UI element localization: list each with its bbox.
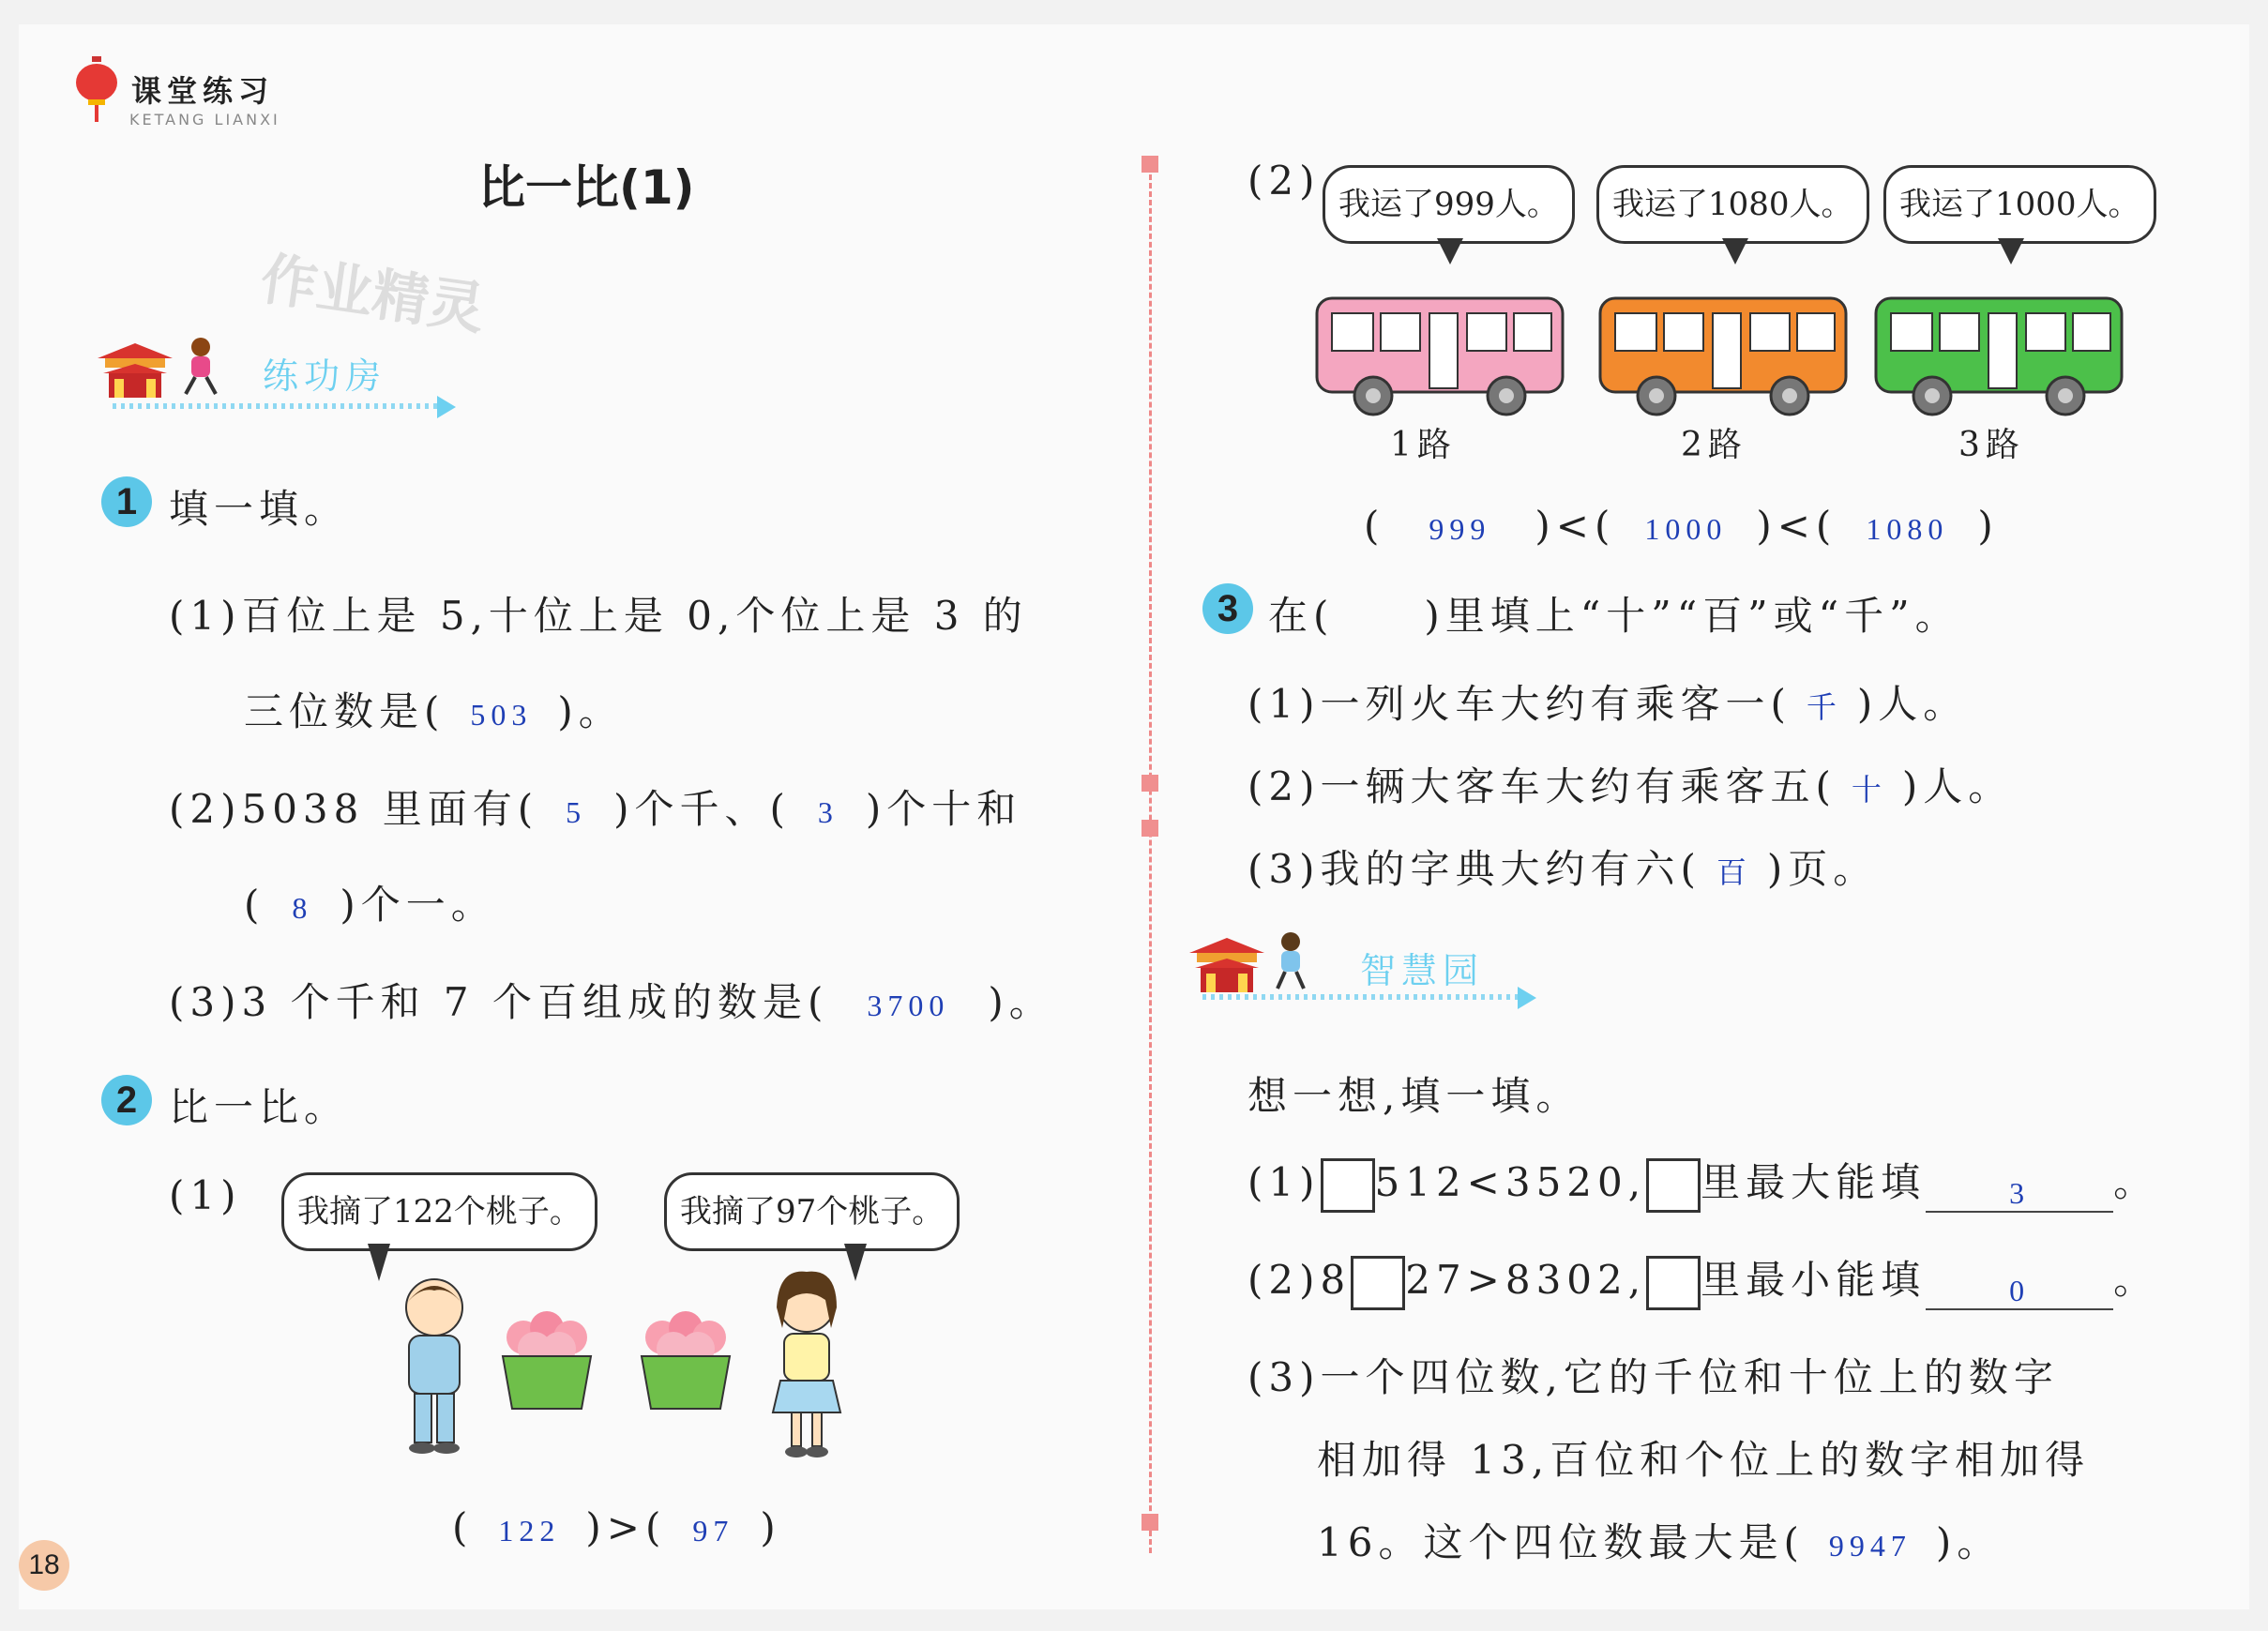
wisdom-part2-label: (2)8 xyxy=(1247,1257,1352,1303)
pavilion-icon xyxy=(1189,934,1264,1000)
bubble-tail-icon xyxy=(1998,238,2024,264)
digit-box[interactable] xyxy=(1321,1158,1375,1213)
q1-part2-mid2: )个十和 xyxy=(865,786,1022,832)
bus-2-icon xyxy=(1596,289,1850,420)
q3-part2 xyxy=(1247,756,2013,812)
section-practice-title: 练功房 xyxy=(263,355,387,397)
lantern-icon xyxy=(75,56,118,122)
q1-part2-line2-suffix: )个一。 xyxy=(340,882,496,928)
bus3-speech-bubble: 我运了1000人。 xyxy=(1883,165,2156,244)
divider-marker xyxy=(1142,156,1158,173)
q3-part3 xyxy=(1247,838,1878,895)
q1-part2-prefix: (2)5038 里面有( xyxy=(169,786,539,832)
q1-number-badge: 1 xyxy=(101,476,152,527)
wisdom-part1-end: 。 xyxy=(2113,1159,2159,1205)
peach-basket-icon xyxy=(634,1300,737,1412)
kid-dancer-icon xyxy=(1266,930,1315,990)
wisdom-part2-inequality: 27>8302, xyxy=(1405,1257,1647,1303)
digit-box[interactable] xyxy=(1646,1158,1701,1213)
bus-1-icon xyxy=(1313,289,1566,420)
header-title: 课堂练习 xyxy=(131,73,275,109)
q1-part1-answer[interactable]: 503 xyxy=(470,698,533,732)
q3-part1-answer[interactable]: 千 xyxy=(1806,690,1842,724)
wisdom-part2-question: 里最小能填 xyxy=(1701,1257,1927,1303)
q1-title: 填一填。 xyxy=(169,486,350,532)
cmp1-close: ) xyxy=(760,1504,781,1550)
q1-part2-line2-prefix: ( xyxy=(244,882,265,928)
boy-speech-bubble: 我摘了122个桃子。 xyxy=(281,1172,597,1251)
ribbon-arrow-icon xyxy=(437,396,456,418)
wisdom-title: 想一想,填一填。 xyxy=(1247,1073,1581,1119)
girl-illustration xyxy=(760,1262,854,1459)
q1-part1-line1: (1)百位上是 5,十位上是 0,个位上是 3 的 xyxy=(169,593,1028,639)
q1-part1-line2 xyxy=(244,681,624,737)
bus-3-label: 3路 xyxy=(1958,426,2025,464)
page-title: 比一比(1) xyxy=(478,160,695,215)
q3-title: 在( )里填上“十”“百”或“千”。 xyxy=(1268,593,1960,639)
header-subtitle: KETANG LIANXI xyxy=(129,111,280,128)
q3-part3-suffix: )页。 xyxy=(1766,846,1879,892)
wisdom-part3-prefix: 16。这个四位数最大是( xyxy=(1317,1519,1805,1565)
q1-part3-answer[interactable]: 3700 xyxy=(867,989,950,1022)
cmp1-answer-b[interactable]: 97 xyxy=(692,1514,734,1548)
wisdom-part3-suffix: )。 xyxy=(1935,1519,2003,1565)
q3-part1 xyxy=(1247,673,1968,730)
q2-part2-comparison xyxy=(1364,503,1999,549)
q3-part1-prefix: (1)一列火车大约有乘客一( xyxy=(1247,681,1792,727)
q3-part2-suffix: )人。 xyxy=(1901,763,2014,809)
q1-part1-suffix: )。 xyxy=(557,688,624,734)
divider-marker xyxy=(1142,1514,1158,1531)
bus-1-label: 1路 xyxy=(1390,426,1457,464)
q1-part3-suffix: )。 xyxy=(988,979,1054,1025)
q2-title: 比一比。 xyxy=(169,1084,350,1130)
bus2-speech-bubble: 我运了1080人。 xyxy=(1596,165,1869,244)
wisdom-part1-inequality: 512<3520, xyxy=(1374,1159,1647,1205)
wisdom-part2 xyxy=(1247,1249,2158,1310)
wisdom-part3-answer[interactable]: 9947 xyxy=(1828,1529,1912,1563)
bubble-tail-icon xyxy=(1437,238,1463,264)
wisdom-part3-line2: 相加得 13,百位和个位上的数字相加得 xyxy=(1317,1437,2091,1483)
cmp2-close: ) xyxy=(1977,503,1999,549)
cmp2-answer-b[interactable]: 1000 xyxy=(1644,512,1728,546)
q1-part1-prefix: 三位数是( xyxy=(244,688,446,734)
wisdom-part1 xyxy=(1247,1152,2158,1213)
bubble-tail-icon xyxy=(1722,238,1748,264)
q2-part1-comparison xyxy=(452,1504,781,1550)
q1-part2-mid1: )个千、( xyxy=(613,786,791,832)
q2-part2-label: (2) xyxy=(1247,158,1321,204)
q1-part2-line2 xyxy=(244,874,496,930)
section-wisdom-title: 智慧园 xyxy=(1360,950,1485,991)
bus1-speech-bubble: 我运了999人。 xyxy=(1323,165,1575,244)
cmp2-open: ( xyxy=(1364,503,1385,549)
boy-illustration xyxy=(383,1268,486,1456)
q3-part2-answer[interactable]: 十 xyxy=(1851,773,1887,807)
ribbon-arrow-icon xyxy=(1518,987,1536,1009)
center-divider xyxy=(1149,174,1152,1553)
q2-part1-label: (1) xyxy=(169,1172,242,1218)
wisdom-part3-line1: (3)一个四位数,它的千位和十位上的数字 xyxy=(1247,1354,2059,1400)
wisdom-part1-answer[interactable]: 3 xyxy=(1926,1176,2113,1213)
page-number: 18 xyxy=(28,1549,60,1580)
cmp2-answer-a[interactable]: 999 xyxy=(1429,512,1491,546)
peach-basket-icon xyxy=(495,1300,598,1412)
ribbon-ruler xyxy=(113,403,441,409)
bus-3-icon xyxy=(1872,289,2125,420)
q3-part2-prefix: (2)一辆大客车大约有乘客五( xyxy=(1247,763,1837,809)
digit-box[interactable] xyxy=(1351,1256,1405,1310)
bus-2-label: 2路 xyxy=(1681,426,1747,464)
wisdom-part1-question: 里最大能填 xyxy=(1701,1159,1927,1205)
cmp2-answer-c[interactable]: 1080 xyxy=(1866,512,1949,546)
watermark-logo: 作业精灵 xyxy=(256,246,490,343)
q1-part2-line1 xyxy=(169,778,1021,835)
ribbon-ruler xyxy=(1202,994,1521,1000)
q3-part1-suffix: )人。 xyxy=(1856,681,1969,727)
divider-marker xyxy=(1142,820,1158,837)
q3-part3-answer[interactable]: 百 xyxy=(1716,855,1752,889)
q1-part2-answer-ones[interactable]: 8 xyxy=(292,891,313,925)
wisdom-part2-end: 。 xyxy=(2113,1257,2159,1303)
cmp1-symbol: )>( xyxy=(585,1504,667,1550)
cmp1-open: ( xyxy=(452,1504,474,1550)
q1-part3-prefix: (3)3 个千和 7 个百组成的数是( xyxy=(169,979,829,1025)
q3-part3-prefix: (3)我的字典大约有六( xyxy=(1247,846,1701,892)
q2-number-badge: 2 xyxy=(101,1075,152,1125)
wisdom-part1-label: (1) xyxy=(1247,1159,1321,1205)
q1-part2-answer-tens[interactable]: 3 xyxy=(817,795,839,829)
q3-number-badge: 3 xyxy=(1202,583,1253,634)
digit-box[interactable] xyxy=(1646,1256,1701,1310)
workbook-page xyxy=(19,24,2249,1609)
q1-part2-answer-thousands[interactable]: 5 xyxy=(566,795,587,829)
cmp1-answer-a[interactable]: 122 xyxy=(498,1514,561,1548)
pavilion-icon xyxy=(98,340,173,405)
wisdom-part2-answer[interactable]: 0 xyxy=(1926,1274,2113,1310)
girl-speech-bubble: 我摘了97个桃子。 xyxy=(664,1172,960,1251)
wisdom-part3-line3 xyxy=(1317,1512,2002,1568)
divider-marker xyxy=(1142,775,1158,792)
q1-part3 xyxy=(169,972,1054,1028)
page-number-badge xyxy=(19,1540,69,1591)
kid-runner-icon xyxy=(176,336,225,396)
cmp2-sep2: )<( xyxy=(1756,503,1837,549)
cmp2-sep1: )<( xyxy=(1535,503,1616,549)
